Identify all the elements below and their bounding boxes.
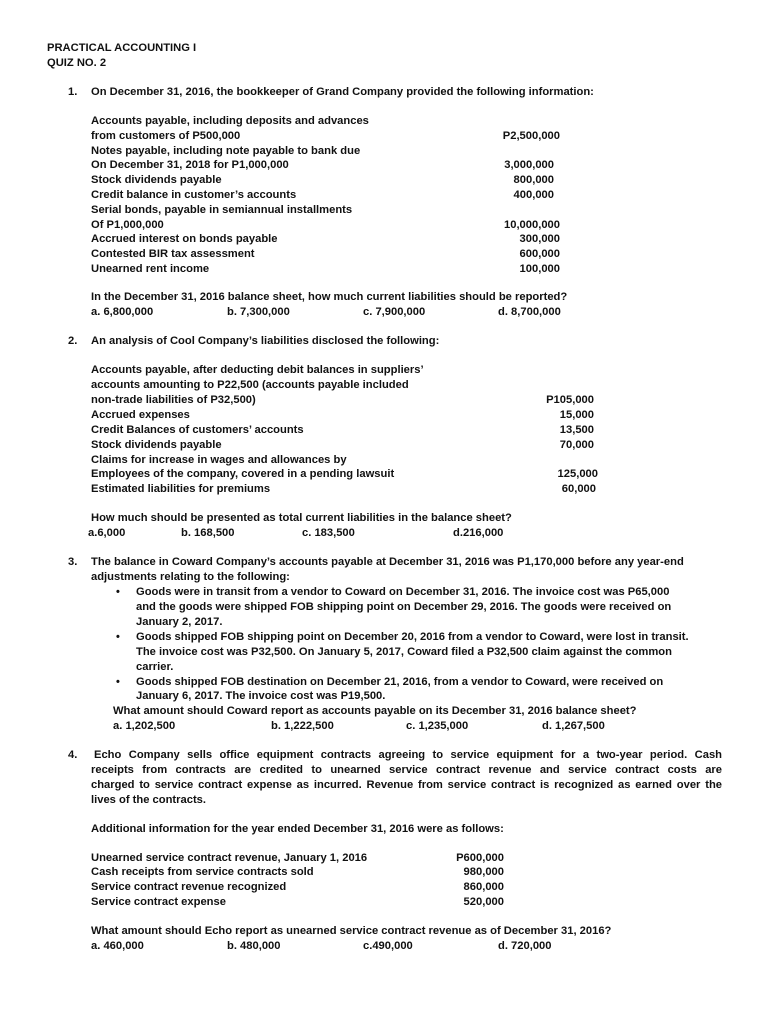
q4-paragraph-line: lives of the contracts.: [91, 794, 207, 806]
q1-item-label: Accrued interest on bonds payable: [91, 233, 278, 245]
q2-question: An analysis of Cool Company’s liabilities disclosed the following:: [91, 335, 440, 347]
q1-item-label: On December 31, 2018 for P1,000,000: [91, 159, 289, 171]
q2-item-value: 60,000: [561, 483, 596, 495]
q2-item-label: Claims for increase in wages and allowances by: [91, 454, 347, 466]
q4-choice-a: a. 460,000: [91, 940, 144, 952]
q4-choice-b: b. 480,000: [227, 940, 281, 952]
q2-choice-d: d.216,000: [453, 527, 504, 539]
q1-item-value: 400,000: [513, 189, 554, 201]
q1-number: 1.: [68, 86, 78, 98]
q2-prompt: How much should be presented as total current liabilities in the balance sheet?: [91, 512, 512, 524]
q3-prompt: What amount should Coward report as accounts payable on its December 31, 2016 balance sheet?: [113, 705, 637, 717]
q1-choice-b: b. 7,300,000: [227, 306, 290, 318]
q4-item-value: 520,000: [463, 896, 504, 908]
q2-item-label: Accrued expenses: [91, 409, 190, 421]
q2-item-label: accounts amounting to P22,500 (accounts payable included: [91, 379, 409, 391]
q1-item-value: 800,000: [513, 174, 554, 186]
q1-item-value: 3,000,000: [504, 159, 554, 171]
q3-bullet-text: January 6, 2017. The invoice cost was P19,500.: [136, 690, 386, 702]
q1-item-label: Serial bonds, payable in semiannual installments: [91, 204, 353, 216]
q2-item-label: Estimated liabilities for premiums: [91, 483, 271, 495]
q2-number: 2.: [68, 335, 78, 347]
bullet-icon: •: [116, 676, 120, 688]
q1-question: On December 31, 2016, the bookkeeper of Grand Company provided the following information:: [91, 86, 594, 98]
q3-choice-d: d. 1,267,500: [542, 720, 605, 732]
quiz-number: QUIZ NO. 2: [47, 57, 107, 69]
q2-item-value: 15,000: [559, 409, 594, 421]
q3-bullet-text: January 2, 2017.: [136, 616, 223, 628]
q2-item-label: Employees of the company, covered in a pending lawsuit: [91, 468, 395, 480]
q4-paragraph-line: Echo Company sells office equipment contracts agreeing to service equipment for a two-year period. Cash: [94, 749, 722, 761]
q4-item-value: 860,000: [463, 881, 504, 893]
q4-item-value: 980,000: [463, 866, 504, 878]
q4-paragraph-line: charged to service contract expense as incurred. Revenue from service contract is recognized as earned over the: [91, 779, 722, 791]
q3-bullet-text: Goods shipped FOB shipping point on December 20, 2016 from a vendor to Coward, were lost in transit.: [136, 631, 689, 643]
q3-question: The balance in Coward Company’s accounts payable at December 31, 2016 was P1,170,000 before any year-end: [91, 556, 684, 568]
q4-choice-c: c.490,000: [363, 940, 413, 952]
document-title: PRACTICAL ACCOUNTING I: [47, 42, 197, 54]
q1-choice-c: c. 7,900,000: [363, 306, 426, 318]
q4-number: 4.: [68, 749, 78, 761]
q3-bullet-text: carrier.: [136, 661, 174, 673]
q3-question: adjustments relating to the following:: [91, 571, 290, 583]
q2-choice-b: b. 168,500: [181, 527, 235, 539]
q1-choice-d: d. 8,700,000: [498, 306, 561, 318]
q4-item-label: Cash receipts from service contracts sold: [91, 866, 314, 878]
q1-item-label: Of P1,000,000: [91, 219, 164, 231]
q3-bullet-text: The invoice cost was P32,500. On January 5, 2017, Coward filed a P32,500 claim against the common: [136, 646, 672, 658]
q3-choice-a: a. 1,202,500: [113, 720, 176, 732]
q2-item-value: 125,000: [557, 468, 598, 480]
q2-choice-c: c. 183,500: [302, 527, 355, 539]
q4-prompt: What amount should Echo report as unearned service contract revenue as of December 31, 2016?: [91, 925, 612, 937]
q1-item-label: Contested BIR tax assessment: [91, 248, 255, 260]
q1-item-value: 100,000: [519, 263, 560, 275]
q2-item-value: 70,000: [559, 439, 594, 451]
q4-additional-info: Additional information for the year ended December 31, 2016 were as follows:: [91, 823, 504, 835]
q1-item-value: 600,000: [519, 248, 560, 260]
q4-item-label: Unearned service contract revenue, January 1, 2016: [91, 852, 368, 864]
q2-item-label: Credit Balances of customers’ accounts: [91, 424, 304, 436]
bullet-icon: •: [116, 631, 120, 643]
q3-choice-c: c. 1,235,000: [406, 720, 469, 732]
q3-choice-b: b. 1,222,500: [271, 720, 334, 732]
q4-item-label: Service contract expense: [91, 896, 226, 908]
q1-item-label: Accounts payable, including deposits and advances: [91, 115, 369, 127]
q1-item-label: Unearned rent income: [91, 263, 210, 275]
q3-bullet-text: Goods were in transit from a vendor to Coward on December 31, 2016. The invoice cost was P65,000: [136, 586, 670, 598]
q4-paragraph-line: receipts from contracts are credited to unearned service contract revenue and service contract costs are: [91, 764, 722, 776]
q1-item-value: 300,000: [519, 233, 560, 245]
q1-item-label: Notes payable, including note payable to bank due: [91, 145, 361, 157]
q1-item-label: from customers of P500,000: [91, 130, 241, 142]
q1-choice-a: a. 6,800,000: [91, 306, 154, 318]
q2-item-value: P105,000: [546, 394, 594, 406]
q1-item-label: Stock dividends payable: [91, 174, 222, 186]
q4-choice-d: d. 720,000: [498, 940, 552, 952]
q4-item-label: Service contract revenue recognized: [91, 881, 287, 893]
q2-item-value: 13,500: [559, 424, 594, 436]
q2-item-label: Accounts payable, after deducting debit balances in suppliers’: [91, 364, 424, 376]
q1-item-value: P2,500,000: [502, 130, 560, 142]
q2-choice-a: a.6,000: [88, 527, 126, 539]
q2-item-label: Stock dividends payable: [91, 439, 222, 451]
q2-item-label: non-trade liabilities of P32,500): [91, 394, 256, 406]
q1-prompt: In the December 31, 2016 balance sheet, how much current liabilities should be reported?: [91, 291, 568, 303]
q3-number: 3.: [68, 556, 78, 568]
bullet-icon: •: [116, 586, 120, 598]
q3-bullet-text: Goods shipped FOB destination on December 21, 2016, from a vendor to Coward, were received on: [136, 676, 664, 688]
q4-item-value: P600,000: [456, 852, 504, 864]
q1-item-value: 10,000,000: [504, 219, 560, 231]
q1-item-label: Credit balance in customer’s accounts: [91, 189, 297, 201]
q3-bullet-text: and the goods were shipped FOB shipping point on December 29, 2016. The goods were received on: [136, 601, 672, 613]
